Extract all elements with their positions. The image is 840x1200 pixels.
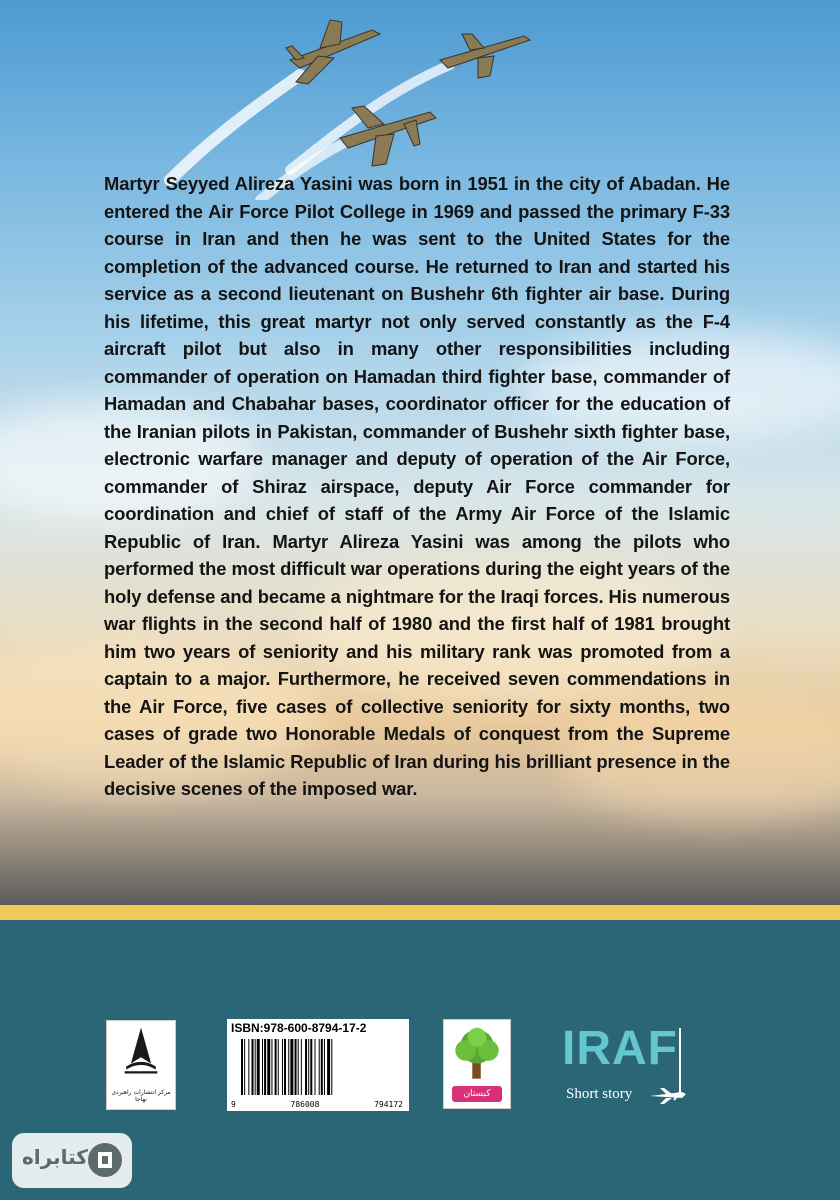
barcode-bar [331, 1039, 332, 1095]
barcode-digit-group: 9 [231, 1100, 236, 1109]
barcode-bar [308, 1039, 309, 1095]
children-imprint-logo [443, 1019, 511, 1109]
isbn-barcode [227, 1019, 409, 1111]
watermark-text: کتابراه [22, 1145, 88, 1169]
barcode-bar [324, 1039, 325, 1095]
series-subtitle: Short story [566, 1086, 633, 1102]
publisher-emblem-icon [107, 1023, 175, 1093]
isbn-label: ISBN:978-600-8794-17-2 [231, 1021, 367, 1035]
publisher-logo [106, 1020, 176, 1110]
tree-icon [444, 1024, 510, 1090]
barcode-bar [282, 1039, 283, 1095]
barcode-bar [248, 1039, 249, 1095]
barcode-bar [244, 1039, 245, 1095]
barcode-bar [288, 1039, 289, 1095]
barcode-digit-group: 786008 [290, 1100, 320, 1109]
barcode-bar [321, 1039, 323, 1095]
barcode-bar [264, 1039, 266, 1095]
back-cover-synopsis: Martyr Seyyed Alireza Yasini was born in 1951 in the city of Abadan. He entered the Air Force Pilot College in 1969 and passed the primary F-33 course in Iran and then he was sent to the United States for the completion of the advanced course. He returned to Iran and started his service as a second lieutenant on Bushehr 6th fighter air base. During his lifetime, this great martyr not only served constantly as the F-4 aircraft pilot but also in many other responsibilities including commander of operation on Hamadan third fighter base, commander of Hamadan and Chabahar bases, coordinator officer for the education of the Iranian pilots in Pakistan, commander of Bushehr sixth fighter base, electronic warfare manager and deputy of operation of the Air Force, commander of Shiraz airspace, deputy Air Force commander for coordination and chief of staff of the Army Air Force of the Islamic Republic of Iran. Martyr Alireza Yasini was among the pilots who performed the most difficult war operations during the eight years of the holy defense and became a nightmare for the Iraqi forces. His numerous war flights in the second half of 1980 and the first half of 1981 brought him two years of seniority and his military rank was promoted from a captain to a major. Furthermore, he received seven commendations in the Air Force, five cases of collective seniority for sixty months, two cases of grade two Honorable Medals of conquest from the Supreme Leader of the Islamic Republic of Iran during his brilliant presence in the decisive scenes of the imposed war. [104, 173, 730, 799]
barcode-bar [290, 1039, 293, 1095]
barcode-bar [262, 1039, 263, 1095]
iraf-frame-line [556, 1022, 686, 1112]
barcode-bar [301, 1039, 302, 1095]
barcode-bar [327, 1039, 330, 1095]
gold-divider-band [0, 905, 840, 920]
barcode-bar [319, 1039, 320, 1095]
barcode-digit-group: 794172 [374, 1100, 403, 1109]
iraf-wordmark: IRAF [562, 1022, 678, 1075]
barcode-bar [310, 1039, 312, 1095]
imprint-name: کبستان [452, 1086, 502, 1102]
barcode-bar [241, 1039, 243, 1095]
barcode-bar [305, 1039, 307, 1095]
barcode-bar [275, 1039, 277, 1095]
barcode-bar [278, 1039, 279, 1095]
barcode-bar [315, 1039, 316, 1095]
iraf-series-logo [556, 1022, 686, 1112]
barcode-bar [284, 1039, 286, 1095]
publisher-caption: مرکز انتشارات راهبردی نهاجا [111, 1089, 171, 1103]
barcode-digits [231, 1100, 403, 1109]
barcode-bar [271, 1039, 272, 1095]
barcode-bar [255, 1039, 256, 1095]
barcode-bar [267, 1039, 270, 1095]
barcode-bar [252, 1039, 254, 1095]
ketabrah-logo-icon [86, 1141, 124, 1179]
barcode-bar [298, 1039, 299, 1095]
barcode-bar [295, 1039, 297, 1095]
barcode-bars [241, 1039, 401, 1095]
barcode-bar [257, 1039, 260, 1095]
ketabrah-watermark [12, 1133, 132, 1188]
